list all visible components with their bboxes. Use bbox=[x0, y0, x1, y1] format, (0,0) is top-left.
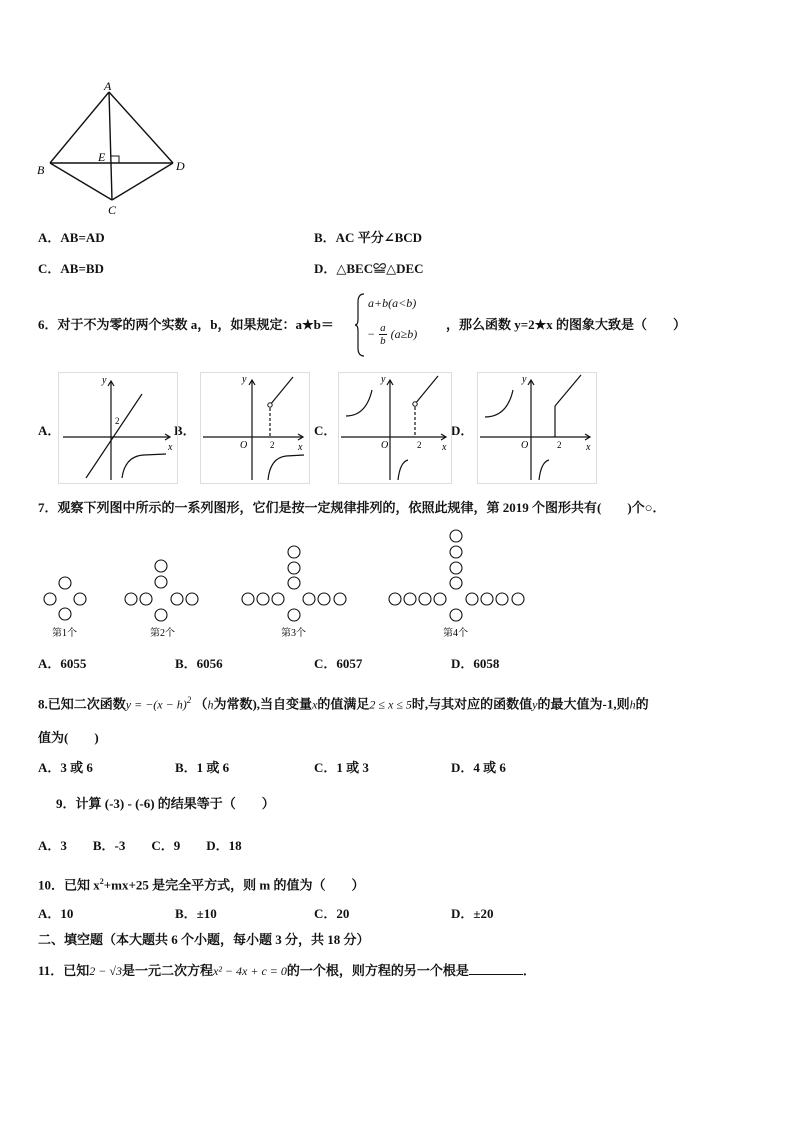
open-point bbox=[413, 402, 417, 406]
caption-4: 第4个 bbox=[443, 628, 468, 639]
q8-option-d[interactable]: D．4 或 6 bbox=[451, 760, 506, 775]
q6-piece1: a+b(a<b) bbox=[368, 296, 417, 310]
circle bbox=[288, 562, 300, 574]
q6-option-d[interactable]: D． bbox=[451, 423, 474, 438]
y-label: y bbox=[102, 375, 107, 386]
segment-dc bbox=[112, 163, 173, 200]
circle bbox=[140, 593, 152, 605]
label-c: C bbox=[108, 203, 117, 217]
q8-h-2: h bbox=[629, 697, 636, 712]
q8-option-a[interactable]: A．3 或 6 bbox=[38, 760, 93, 775]
q8-y: y bbox=[532, 697, 538, 712]
circle bbox=[434, 593, 446, 605]
q7-option-a[interactable]: A．6055 bbox=[38, 656, 87, 671]
tick-two: 2 bbox=[417, 440, 422, 450]
tick-two: 2 bbox=[557, 440, 562, 450]
q6-piece2-den: b bbox=[380, 335, 386, 347]
circle bbox=[334, 593, 346, 605]
circle bbox=[419, 593, 431, 605]
circle bbox=[512, 593, 524, 605]
origin-label: O bbox=[240, 440, 248, 451]
q10-post: +mx+25 是完全平方式，则 m 的值为（ ） bbox=[103, 877, 365, 893]
q8-text-4: 的值满足 bbox=[317, 696, 370, 712]
y-label: y bbox=[381, 374, 386, 385]
hyperbola-curve bbox=[268, 455, 304, 480]
tick-two: 2 bbox=[115, 416, 120, 426]
q6-piece2 bbox=[367, 322, 417, 347]
circle bbox=[171, 593, 183, 605]
section-heading: 二、填空题（本大题共 6 个小题，每小题 3 分，共 18 分） bbox=[38, 932, 370, 947]
circle bbox=[155, 609, 167, 621]
q10-sup: 2 bbox=[99, 877, 104, 886]
graph-c[interactable] bbox=[338, 372, 452, 484]
right-branch-curve bbox=[539, 460, 549, 480]
x-label: x bbox=[586, 442, 591, 453]
line-curve bbox=[270, 377, 293, 405]
q8-range: 2 ≤ x ≤ 5 bbox=[369, 697, 412, 712]
hyperbola-curve bbox=[122, 454, 166, 478]
x-label: x bbox=[168, 442, 173, 453]
y-label: y bbox=[522, 374, 527, 385]
answer-blank[interactable] bbox=[469, 962, 523, 975]
origin-label: O bbox=[521, 440, 529, 451]
q8-h-1: h bbox=[207, 697, 214, 712]
q10-option-a[interactable]: A．10 bbox=[38, 906, 74, 921]
q11-post: 的一个根，则方程的另一个根是 bbox=[286, 963, 469, 978]
q8-line1 bbox=[38, 692, 649, 712]
q10-question bbox=[38, 874, 365, 893]
origin-label: O bbox=[381, 440, 389, 451]
y-label: y bbox=[242, 374, 247, 385]
q5-option-c[interactable]: C．AB=BD bbox=[38, 261, 104, 276]
circle bbox=[450, 609, 462, 621]
circle bbox=[450, 562, 462, 574]
q8-text-1: 8.已知二次函数 bbox=[38, 696, 126, 712]
q10-pre: 10．已知 x bbox=[38, 877, 100, 893]
q8-formula: y = −(x − h) bbox=[125, 697, 187, 712]
left-branch-curve bbox=[346, 390, 372, 416]
q11-equation: x² − 4x + c = 0 bbox=[213, 964, 287, 978]
q9-question: 9．计算 (-3) - (-6) 的结果等于（ ） bbox=[56, 796, 275, 811]
circle bbox=[288, 609, 300, 621]
graph-a[interactable] bbox=[58, 372, 178, 484]
circle bbox=[272, 593, 284, 605]
q8-text-6: 的最大值为-1,则 bbox=[537, 696, 630, 712]
q7-option-d[interactable]: D．6058 bbox=[451, 656, 500, 671]
circle bbox=[450, 577, 462, 589]
q7-option-b[interactable]: B．6056 bbox=[175, 656, 223, 671]
q8-option-c[interactable]: C．1 或 3 bbox=[314, 760, 369, 775]
caption-1: 第1个 bbox=[52, 628, 77, 639]
line-curve bbox=[555, 375, 581, 406]
circle bbox=[155, 576, 167, 588]
circle bbox=[59, 577, 71, 589]
q6-option-c[interactable]: C． bbox=[314, 423, 337, 438]
circle bbox=[466, 593, 478, 605]
q7-question: 7．观察下列图中所示的一系列图形，它们是按一定规律排列的，依照此规律，第 2019 个图形共有( )个○． bbox=[38, 500, 666, 515]
label-a: A bbox=[104, 79, 112, 93]
q6-option-a[interactable]: A． bbox=[38, 423, 61, 438]
circle bbox=[303, 593, 315, 605]
q6-option-b[interactable]: B． bbox=[174, 423, 196, 438]
circle bbox=[288, 546, 300, 558]
left-branch-curve bbox=[485, 390, 513, 417]
q6-piece2-num: a bbox=[380, 322, 386, 334]
q8-text-7: 的 bbox=[635, 696, 649, 712]
q11-mid: 是一元二次方程 bbox=[121, 963, 213, 978]
circle bbox=[155, 560, 167, 572]
q5-option-d[interactable]: D．△BEC≌△DEC bbox=[314, 261, 424, 276]
circle bbox=[450, 530, 462, 542]
circle bbox=[125, 593, 137, 605]
q5-option-a[interactable]: A．AB=AD bbox=[38, 230, 105, 245]
q11-end: ． bbox=[522, 963, 536, 978]
segment-ad bbox=[109, 92, 173, 163]
q8-formula-exp: 2 bbox=[186, 695, 192, 705]
piecewise-brace bbox=[354, 292, 366, 358]
circle bbox=[74, 593, 86, 605]
q8-line2: 值为( ) bbox=[38, 730, 99, 745]
q10-option-d[interactable]: D．±20 bbox=[451, 906, 494, 921]
circle bbox=[59, 608, 71, 620]
q6-piece2-frac bbox=[379, 322, 387, 347]
label-d: D bbox=[176, 159, 185, 173]
graph-d[interactable] bbox=[477, 372, 597, 484]
q5-option-b[interactable]: B．AC 平分∠BCD bbox=[314, 230, 423, 245]
open-point bbox=[268, 403, 272, 407]
circle bbox=[389, 593, 401, 605]
q11-pre: 11．已知 bbox=[38, 963, 90, 978]
segment-ac bbox=[109, 92, 112, 200]
kite-figure bbox=[30, 78, 200, 220]
graph-b[interactable] bbox=[200, 372, 310, 484]
q6-prefix: 6．对于不为零的两个实数 a，b，如果规定：a★b＝ bbox=[38, 317, 334, 332]
circle bbox=[44, 593, 56, 605]
caption-2: 第2个 bbox=[150, 628, 175, 639]
circle bbox=[318, 593, 330, 605]
q8-option-b[interactable]: B．1 或 6 bbox=[175, 760, 230, 775]
circle bbox=[257, 593, 269, 605]
right-branch-curve bbox=[398, 460, 408, 480]
q9-options[interactable]: A．3 B．-3 C．9 D．18 bbox=[38, 838, 242, 853]
q6-piece2-minus: − bbox=[367, 327, 376, 342]
line-curve bbox=[415, 376, 438, 404]
segment-bc bbox=[50, 163, 112, 200]
q6-piece2-cond: (a≥b) bbox=[390, 327, 418, 342]
q11-question bbox=[38, 962, 536, 979]
q8-text-3: 为常数),当自变量 bbox=[213, 696, 313, 712]
q8-x: x bbox=[312, 697, 318, 712]
q10-option-c[interactable]: C．20 bbox=[314, 906, 350, 921]
q7-option-c[interactable]: C．6057 bbox=[314, 656, 363, 671]
x-label: x bbox=[298, 442, 303, 453]
label-b: B bbox=[37, 163, 45, 177]
right-angle-mark bbox=[111, 156, 119, 163]
circle bbox=[288, 577, 300, 589]
circle bbox=[481, 593, 493, 605]
circle-patterns bbox=[30, 526, 540, 646]
label-e: E bbox=[98, 150, 106, 164]
q10-option-b[interactable]: B．±10 bbox=[175, 906, 217, 921]
circle bbox=[404, 593, 416, 605]
q8-text-2: （ bbox=[194, 696, 208, 712]
q11-root: 2 − √3 bbox=[89, 964, 122, 978]
circle bbox=[186, 593, 198, 605]
circle bbox=[450, 546, 462, 558]
line-curve bbox=[86, 394, 142, 478]
circle bbox=[242, 593, 254, 605]
q6-suffix: ，那么函数 y=2★x 的图象大致是（ ） bbox=[446, 317, 687, 332]
circle bbox=[496, 593, 508, 605]
tick-two: 2 bbox=[270, 440, 275, 450]
x-label: x bbox=[442, 442, 447, 453]
q8-text-5: 时,与其对应的函数值 bbox=[411, 696, 533, 712]
caption-3: 第3个 bbox=[281, 628, 306, 639]
